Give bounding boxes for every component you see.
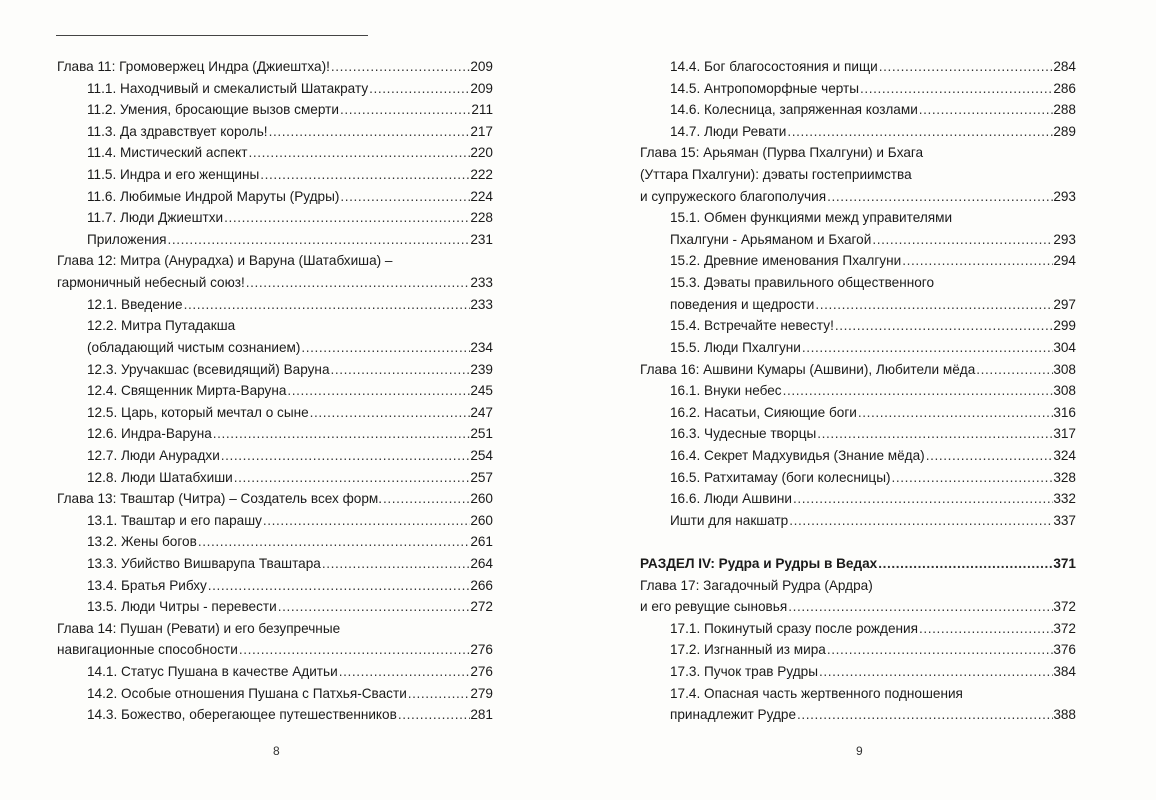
toc-section-entry bbox=[640, 121, 1076, 143]
toc-entry-title: 14.4. Бог благосостояния и пищи bbox=[670, 59, 878, 74]
toc-section-entry bbox=[640, 315, 1076, 337]
toc-leader-dots bbox=[286, 380, 470, 402]
toc-entry-page: 328 bbox=[1053, 469, 1076, 485]
toc-spacer bbox=[640, 531, 1076, 553]
toc-entry-page: 317 bbox=[1053, 426, 1076, 442]
toc-section-entry bbox=[640, 639, 1076, 661]
toc-entry-page: 276 bbox=[470, 664, 493, 680]
toc-entry-page: 276 bbox=[470, 642, 493, 658]
toc-entry-title: Глава 14: Пушан (Ревати) и его безупречные bbox=[57, 620, 341, 636]
toc-section-entry bbox=[57, 510, 493, 532]
toc-chapter-entry bbox=[57, 56, 493, 78]
toc-section-entry bbox=[57, 553, 493, 575]
toc-entry-page: 220 bbox=[470, 145, 493, 161]
toc-section-entry bbox=[640, 510, 1076, 532]
page-number-right: 9 bbox=[856, 744, 863, 758]
toc-entry-title: 13.4. Братья Рибху bbox=[87, 577, 207, 593]
toc-entry-title: 11.2. Умения, бросающие вызов смерти bbox=[87, 102, 339, 118]
toc-entry-page: 332 bbox=[1053, 491, 1076, 507]
toc-section-entry bbox=[57, 337, 493, 359]
toc-entry-page: 266 bbox=[470, 577, 493, 593]
toc-leader-dots bbox=[787, 596, 1053, 618]
toc-entry-title: 12.3. Уручакшас (всевидящий) Варуна bbox=[87, 361, 330, 377]
toc-entry-page: 228 bbox=[470, 210, 493, 226]
toc-section-entry bbox=[57, 78, 493, 100]
toc-entry-page: 231 bbox=[470, 231, 493, 247]
toc-leader-dots bbox=[339, 99, 471, 121]
toc-entry-title: 11.3. Да здравствует король! bbox=[87, 123, 268, 139]
toc-section-entry bbox=[640, 683, 1076, 705]
toc-leader-dots bbox=[309, 402, 471, 424]
toc-section-entry bbox=[640, 618, 1076, 640]
toc-entry-page: 281 bbox=[470, 707, 493, 723]
toc-entry-page: 316 bbox=[1053, 404, 1076, 420]
toc-entry-title: гармоничный небесный союз! bbox=[57, 275, 245, 291]
toc-entry-title: 11.4. Мистический аспект bbox=[87, 145, 248, 161]
toc-chapter-entry bbox=[640, 186, 1076, 208]
toc-leader-dots bbox=[826, 186, 1053, 208]
toc-section-entry bbox=[57, 164, 493, 186]
toc-chapter-entry bbox=[640, 359, 1076, 381]
toc-entry-title: Глава 11: Громовержец Индра (Джиештха)! bbox=[57, 59, 330, 74]
toc-section-entry bbox=[57, 704, 493, 726]
toc-entry-title: 16.5. Ратхитамау (боги колесницы) bbox=[670, 469, 891, 485]
toc-entry-title: 12.5. Царь, который мечтал о сыне bbox=[87, 404, 309, 420]
toc-section-entry bbox=[640, 294, 1076, 316]
toc-leader-dots bbox=[801, 337, 1053, 359]
toc-entry-title: 14.3. Божество, оберегающее путешественников bbox=[87, 707, 397, 723]
toc-section-entry bbox=[57, 294, 493, 316]
toc-section-entry bbox=[57, 99, 493, 121]
toc-entry-page: 209 bbox=[470, 59, 493, 74]
toc-chapter-entry bbox=[57, 488, 493, 510]
toc-entry-page: 233 bbox=[470, 296, 493, 312]
toc-entry-title: 15.3. Дэваты правильного общественного bbox=[670, 275, 935, 291]
toc-leader-dots bbox=[975, 359, 1053, 381]
toc-entry-title: Пхалгуни - Арьяманом и Бхагой bbox=[670, 231, 872, 247]
toc-entry-page: 272 bbox=[470, 599, 493, 615]
toc-entry-title: 11.1. Находчивый и смекалистый Шатакрату bbox=[87, 80, 369, 96]
toc-entry-page: 288 bbox=[1053, 102, 1076, 118]
toc-section-entry bbox=[640, 488, 1076, 510]
toc-entry-title: 13.5. Люди Читры - перевести bbox=[87, 599, 277, 615]
toc-right-page bbox=[640, 56, 1076, 726]
toc-section-entry bbox=[57, 683, 493, 705]
toc-entry-title: 16.1. Внуки небес bbox=[670, 383, 782, 399]
toc-leader-dots bbox=[262, 510, 470, 532]
toc-section-entry bbox=[640, 423, 1076, 445]
toc-entry-title: 15.1. Обмен функциями межд управителями bbox=[670, 210, 953, 226]
toc-entry-page: 324 bbox=[1053, 447, 1076, 463]
toc-entry-page: 372 bbox=[1053, 599, 1076, 615]
toc-section-entry bbox=[57, 121, 493, 143]
toc-entry-page: 257 bbox=[470, 469, 493, 485]
toc-section-entry bbox=[640, 272, 1076, 294]
toc-entry-title: РАЗДЕЛ IV: Рудра и Рудры в Ведах bbox=[640, 556, 878, 572]
toc-entry-page: 224 bbox=[470, 188, 493, 204]
toc-chapter-entry bbox=[640, 164, 1076, 186]
toc-section-entry bbox=[57, 402, 493, 424]
toc-leader-dots bbox=[197, 531, 471, 553]
toc-section-entry bbox=[57, 380, 493, 402]
toc-leader-dots bbox=[382, 488, 470, 510]
toc-leader-dots bbox=[330, 359, 471, 381]
toc-entry-title: 15.2. Древние именования Пхалгуни bbox=[670, 253, 902, 269]
toc-entry-page: 251 bbox=[470, 426, 493, 442]
toc-entry-page: 234 bbox=[470, 339, 493, 355]
toc-section-entry bbox=[640, 445, 1076, 467]
toc-chapter-entry bbox=[640, 553, 1076, 575]
toc-entry-title: 11.5. Индра и его женщины bbox=[87, 167, 260, 183]
toc-entry-title: Глава 17: Загадочный Рудра (Ардра) bbox=[640, 577, 873, 593]
toc-leader-dots bbox=[268, 121, 471, 143]
toc-entry-page: 286 bbox=[1053, 80, 1076, 96]
toc-leader-dots bbox=[167, 229, 471, 251]
toc-entry-page: 293 bbox=[1053, 231, 1076, 247]
toc-section-entry bbox=[57, 575, 493, 597]
toc-leader-dots bbox=[877, 553, 1053, 575]
toc-entry-page: 260 bbox=[470, 491, 493, 507]
toc-leader-dots bbox=[407, 683, 471, 705]
toc-entry-title: навигационные способности bbox=[57, 642, 238, 658]
toc-leader-dots bbox=[901, 250, 1053, 272]
toc-entry-page: 294 bbox=[1053, 253, 1076, 269]
toc-leader-dots bbox=[782, 380, 1054, 402]
toc-entry-title: 12.2. Митра Путадакша bbox=[87, 318, 236, 334]
toc-leader-dots bbox=[368, 78, 470, 100]
toc-leader-dots bbox=[339, 186, 470, 208]
toc-entry-title: Ишти для накшатр bbox=[670, 512, 789, 528]
toc-entry-page: 372 bbox=[1053, 620, 1076, 636]
toc-section-entry bbox=[640, 56, 1076, 78]
header-rule bbox=[56, 35, 368, 36]
toc-entry-title: 14.6. Колесница, запряженная козлами bbox=[670, 102, 918, 118]
toc-section-entry bbox=[640, 337, 1076, 359]
toc-leader-dots bbox=[925, 445, 1054, 467]
toc-leader-dots bbox=[788, 510, 1053, 532]
toc-section-entry bbox=[57, 531, 493, 553]
toc-leader-dots bbox=[871, 229, 1053, 251]
toc-entry-page: 284 bbox=[1053, 59, 1076, 74]
toc-section-entry bbox=[57, 423, 493, 445]
toc-section-entry bbox=[57, 661, 493, 683]
toc-entry-page: 279 bbox=[470, 685, 493, 701]
toc-entry-title: 17.1. Покинутый сразу после рождения bbox=[670, 620, 918, 636]
toc-leader-dots bbox=[223, 207, 470, 229]
toc-entry-title: 16.4. Секрет Мадхувидья (Знание мёда) bbox=[670, 447, 925, 463]
toc-entry-page: 371 bbox=[1053, 556, 1076, 572]
toc-leader-dots bbox=[818, 661, 1053, 683]
toc-leader-dots bbox=[212, 423, 471, 445]
toc-entry-title: 16.2. Насатьи, Сияющие боги bbox=[670, 404, 857, 420]
toc-entry-title: 12.4. Священник Мирта-Варуна bbox=[87, 383, 287, 399]
toc-entry-title: 13.1. Тваштар и его парашу bbox=[87, 512, 262, 528]
toc-chapter-entry bbox=[640, 575, 1076, 597]
toc-entry-page: 222 bbox=[470, 167, 493, 183]
toc-section-entry bbox=[57, 359, 493, 381]
toc-entry-title: 16.3. Чудесные творцы bbox=[670, 426, 817, 442]
toc-section-entry bbox=[57, 596, 493, 618]
toc-entry-page: 299 bbox=[1053, 318, 1076, 334]
toc-entry-page: 211 bbox=[471, 102, 493, 118]
toc-entry-page: 376 bbox=[1053, 642, 1076, 658]
toc-entry-page: 293 bbox=[1053, 188, 1076, 204]
toc-entry-page: 260 bbox=[470, 512, 493, 528]
toc-leader-dots bbox=[321, 553, 470, 575]
toc-entry-page: 217 bbox=[470, 123, 493, 139]
toc-leader-dots bbox=[220, 445, 471, 467]
toc-entry-page: 254 bbox=[470, 447, 493, 463]
toc-leader-dots bbox=[233, 467, 471, 489]
toc-chapter-entry bbox=[57, 272, 493, 294]
toc-section-entry bbox=[640, 704, 1076, 726]
toc-entry-title: 14.5. Антропоморфные черты bbox=[670, 80, 860, 96]
toc-leader-dots bbox=[796, 704, 1053, 726]
toc-entry-title: 12.8. Люди Шатабхиши bbox=[87, 469, 233, 485]
toc-leader-dots bbox=[277, 596, 471, 618]
toc-entry-title: 17.2. Изгнанный из мира bbox=[670, 642, 826, 658]
toc-entry-page: 239 bbox=[470, 361, 493, 377]
toc-entry-title: 15.4. Встречайте невесту! bbox=[670, 318, 834, 334]
toc-leader-dots bbox=[245, 272, 471, 294]
toc-entry-page: 308 bbox=[1053, 361, 1076, 377]
toc-section-entry bbox=[57, 445, 493, 467]
toc-section-entry bbox=[57, 315, 493, 337]
toc-leader-dots bbox=[918, 618, 1053, 640]
toc-leader-dots bbox=[300, 337, 470, 359]
toc-entry-page: 247 bbox=[470, 404, 493, 420]
toc-entry-page: 304 bbox=[1053, 339, 1076, 355]
toc-entry-title: и супружеского благополучия bbox=[640, 188, 827, 204]
toc-entry-title: (обладающий чистым сознанием) bbox=[87, 339, 301, 355]
toc-entry-title: 12.7. Люди Анурадхи bbox=[87, 447, 220, 463]
toc-section-entry bbox=[640, 207, 1076, 229]
toc-entry-title: 17.4. Опасная часть жертвенного подношения bbox=[670, 685, 963, 701]
toc-entry-title: Глава 13: Тваштар (Читра) – Создатель всех форм. bbox=[57, 491, 383, 507]
toc-entry-title: 13.3. Убийство Вишварупа Тваштара bbox=[87, 556, 321, 572]
toc-leader-dots bbox=[259, 164, 470, 186]
toc-entry-page: 264 bbox=[470, 556, 493, 572]
toc-entry-page: 209 bbox=[470, 80, 493, 96]
toc-entry-title: и его ревущие сыновья bbox=[640, 599, 788, 615]
toc-entry-page: 388 bbox=[1053, 707, 1076, 723]
toc-leader-dots bbox=[816, 423, 1053, 445]
toc-leader-dots bbox=[330, 56, 470, 78]
toc-section-entry bbox=[640, 250, 1076, 272]
toc-section-entry bbox=[640, 99, 1076, 121]
toc-leader-dots bbox=[859, 78, 1053, 100]
toc-entry-title: 12.6. Индра-Варуна bbox=[87, 426, 212, 442]
toc-leader-dots bbox=[786, 121, 1053, 143]
toc-entry-title: 15.5. Люди Пхалгуни bbox=[670, 339, 801, 355]
toc-leader-dots bbox=[338, 661, 471, 683]
toc-entry-page: 308 bbox=[1053, 383, 1076, 399]
toc-entry-title: 13.2. Жены богов bbox=[87, 534, 197, 550]
toc-leader-dots bbox=[814, 294, 1053, 316]
toc-section-entry bbox=[640, 402, 1076, 424]
toc-entry-title: Глава 16: Ашвини Кумары (Ашвини), Любители мёда bbox=[640, 361, 976, 377]
toc-entry-page: 245 bbox=[470, 383, 493, 399]
toc-section-entry bbox=[640, 78, 1076, 100]
toc-chapter-entry bbox=[57, 639, 493, 661]
toc-entry-page: 297 bbox=[1053, 296, 1076, 312]
toc-chapter-entry bbox=[640, 142, 1076, 164]
toc-section-entry bbox=[640, 380, 1076, 402]
toc-leader-dots bbox=[792, 488, 1053, 510]
toc-entry-title: 16.6. Люди Ашвини bbox=[670, 491, 793, 507]
toc-entry-title: 11.6. Любимые Индрой Маруты (Рудры) bbox=[87, 188, 340, 204]
toc-entry-title: 14.1. Статус Пушана в качестве Адитьи bbox=[87, 664, 338, 680]
toc-entry-page: 384 bbox=[1053, 664, 1076, 680]
toc-leader-dots bbox=[183, 294, 471, 316]
toc-chapter-entry bbox=[57, 618, 493, 640]
toc-leader-dots bbox=[878, 56, 1054, 78]
toc-section-entry bbox=[57, 229, 493, 251]
toc-section-entry bbox=[640, 229, 1076, 251]
toc-entry-title: 14.7. Люди Ревати bbox=[670, 123, 787, 139]
toc-entry-title: Глава 12: Митра (Анурадха) и Варуна (Шатабхиша) – bbox=[57, 253, 393, 269]
toc-leader-dots bbox=[834, 315, 1053, 337]
toc-section-entry bbox=[640, 661, 1076, 683]
toc-entry-page: 337 bbox=[1053, 512, 1076, 528]
toc-entry-page: 233 bbox=[470, 275, 493, 291]
page-number-left: 8 bbox=[273, 744, 280, 758]
toc-section-entry bbox=[57, 142, 493, 164]
toc-entry-title: 14.2. Особые отношения Пушана с Патхья-Свасти bbox=[87, 685, 407, 701]
toc-section-entry bbox=[57, 186, 493, 208]
toc-entry-title: 12.1. Введение bbox=[87, 296, 183, 312]
toc-entry-title: Глава 15: Арьяман (Пурва Пхалгуни) и Бхага bbox=[640, 145, 924, 161]
toc-entry-title: принадлежит Рудре bbox=[670, 707, 797, 723]
toc-entry-page: 261 bbox=[470, 534, 493, 550]
toc-leader-dots bbox=[207, 575, 471, 597]
toc-entry-page: 289 bbox=[1053, 123, 1076, 139]
toc-entry-title: (Уттара Пхалгуни): дэваты гостеприимства bbox=[640, 167, 912, 183]
toc-chapter-entry bbox=[57, 250, 493, 272]
toc-section-entry bbox=[57, 207, 493, 229]
toc-section-entry bbox=[57, 467, 493, 489]
toc-entry-title: 11.7. Люди Джиештхи bbox=[87, 210, 224, 226]
toc-leader-dots bbox=[397, 704, 470, 726]
toc-entry-title: поведения и щедрости bbox=[670, 296, 815, 312]
toc-entry-title: 17.3. Пучок трав Рудры bbox=[670, 664, 818, 680]
toc-leader-dots bbox=[238, 639, 470, 661]
toc-entry-title: Приложения bbox=[87, 231, 167, 247]
toc-leader-dots bbox=[826, 639, 1053, 661]
toc-leader-dots bbox=[918, 99, 1054, 121]
toc-leader-dots bbox=[857, 402, 1053, 424]
toc-leader-dots bbox=[248, 142, 471, 164]
toc-leader-dots bbox=[891, 467, 1054, 489]
toc-chapter-entry bbox=[640, 596, 1076, 618]
toc-section-entry bbox=[640, 467, 1076, 489]
toc-left-page bbox=[57, 56, 493, 726]
